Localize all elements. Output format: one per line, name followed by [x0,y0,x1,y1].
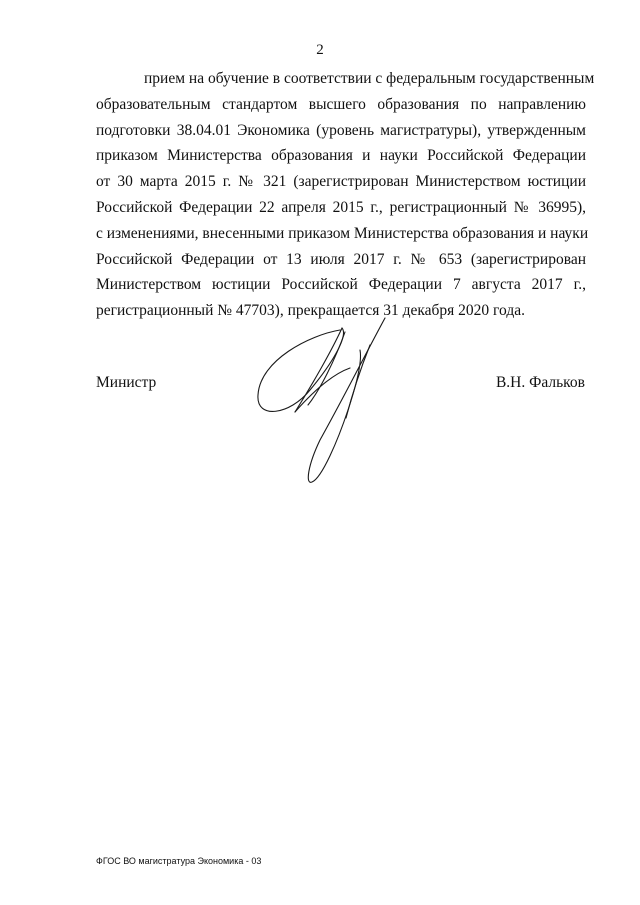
body-line: подготовки 38.04.01 Экономика (уровень магистратуры), утвержденным [96,121,586,139]
body-line: Министерством юстиции Российской Федерации 7 августа 2017 г., [96,276,586,294]
body-line: с изменениями, внесенными приказом Министерства образования и науки [96,224,589,242]
signatory-name: В.Н. Фальков [495,374,585,391]
body-line: образовательным стандартом высшего образования по направлению [96,95,586,113]
body-line: Российской Федерации от 13 июля 2017 г. № 653 (зарегистрирован [96,250,586,268]
signatory-position: Министр [96,374,157,391]
body-line: приказом Министерства образования и науки Российской Федерации [96,147,586,165]
body-line: от 30 марта 2015 г. № 321 (зарегистрирован Министерством юстиции [96,173,586,191]
body-line: регистрационный № 47703), прекращается 31 декабря 2020 года. [96,302,525,320]
body-line: Российской Федерации 22 апреля 2015 г., регистрационный № 36995), [96,198,586,216]
body-paragraph [96,66,595,324]
footer-doc-code: ФГОС ВО магистратура Экономика - 03 [96,856,262,866]
page-number: 2 [316,42,324,58]
handwritten-signature [250,300,420,490]
body-line: прием на обучение в соответствии с федеральным государственным [144,70,595,87]
